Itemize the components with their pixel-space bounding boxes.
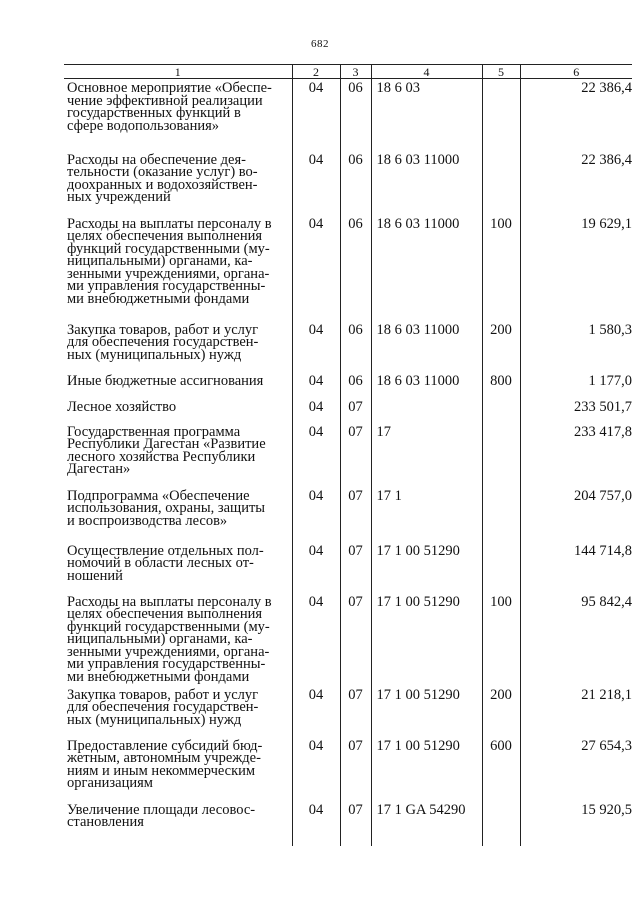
table-row [64, 398, 632, 423]
row-amount: 19 629,1 [520, 215, 632, 321]
row-expense-type: 100 [482, 593, 520, 686]
row-name: Закупка товаров, работ и услуг для обеспечения государствен- ных (муниципальных) нужд [67, 321, 259, 363]
header-row [64, 65, 632, 79]
row-expense-type [482, 423, 520, 487]
row-amount: 1 580,3 [520, 321, 632, 372]
row-expense-type [482, 542, 520, 593]
row-target-article: 18 6 03 11000 [371, 215, 482, 321]
row-amount: 144 714,8 [520, 542, 632, 593]
page-number: 682 [311, 38, 329, 50]
row-subsection: 07 [340, 686, 371, 737]
row-expense-type [482, 151, 520, 215]
row-target-article: 17 1 [371, 487, 482, 542]
table-row [64, 737, 632, 801]
row-expense-type [482, 398, 520, 423]
row-section: 04 [292, 79, 340, 151]
row-subsection: 06 [340, 321, 371, 372]
row-name: Осуществление отдельных пол- номочий в области лесных от- ношений [67, 542, 264, 584]
row-target-article: 17 1 GA 54290 [371, 801, 482, 846]
row-section: 04 [292, 321, 340, 372]
header-col-1: 1 [64, 65, 292, 79]
table-row [64, 801, 632, 846]
row-subsection: 07 [340, 737, 371, 801]
table-row [64, 151, 632, 215]
table-row [64, 593, 632, 686]
row-subsection: 07 [340, 593, 371, 686]
header-col-4: 4 [371, 65, 482, 79]
row-expense-type: 800 [482, 372, 520, 398]
table-row [64, 321, 632, 372]
row-target-article: 17 1 00 51290 [371, 593, 482, 686]
row-name: Подпрограмма «Обеспечение использования, охраны, защиты и воспроизводства лесов» [67, 487, 266, 529]
row-name: Закупка товаров, работ и услуг для обеспечения государствен- ных (муниципальных) нужд [67, 686, 259, 728]
header-col-5: 5 [482, 65, 520, 79]
row-section: 04 [292, 487, 340, 542]
row-expense-type [482, 801, 520, 846]
row-section: 04 [292, 542, 340, 593]
row-expense-type: 100 [482, 215, 520, 321]
table-row [64, 686, 632, 737]
row-name: Государственная программа Республики Дагестан «Развитие лесного хозяйства Республики Дагестан» [67, 423, 266, 478]
row-subsection: 07 [340, 423, 371, 487]
row-section: 04 [292, 423, 340, 487]
row-amount: 95 842,4 [520, 593, 632, 686]
header-col-6: 6 [520, 65, 632, 79]
row-section: 04 [292, 151, 340, 215]
row-name: Расходы на выплаты персоналу в целях обеспечения выполнения функций государственными (му- ниципальными) органами, ка- зенными учреждениями, органа- ми управления государственны- ми внебюджетными фондами [67, 593, 272, 686]
table-row [64, 423, 632, 487]
row-section: 04 [292, 686, 340, 737]
row-name: Увеличение площади лесовос- становления [67, 801, 256, 831]
row-amount: 27 654,3 [520, 737, 632, 801]
table-body [64, 79, 632, 846]
row-amount: 22 386,4 [520, 79, 632, 151]
row-name: Иные бюджетные ассигнования [67, 372, 264, 389]
row-target-article: 18 6 03 [371, 79, 482, 151]
row-amount: 233 501,7 [520, 398, 632, 423]
header-col-3: 3 [340, 65, 371, 79]
row-section: 04 [292, 398, 340, 423]
row-name: Расходы на обеспечение дея- тельности (оказание услуг) во- доохранных и водохозяйствен- ных учреждений [67, 151, 258, 206]
row-expense-type: 200 [482, 686, 520, 737]
row-expense-type [482, 487, 520, 542]
budget-table [64, 64, 632, 846]
row-subsection: 07 [340, 487, 371, 542]
row-target-article: 18 6 03 11000 [371, 372, 482, 398]
row-target-article: 17 1 00 51290 [371, 737, 482, 801]
row-amount: 15 920,5 [520, 801, 632, 846]
row-amount: 21 218,1 [520, 686, 632, 737]
row-target-article: 18 6 03 11000 [371, 321, 482, 372]
row-target-article: 17 [371, 423, 482, 487]
row-amount: 22 386,4 [520, 151, 632, 215]
row-section: 04 [292, 801, 340, 846]
row-target-article: 17 1 00 51290 [371, 686, 482, 737]
table-row [64, 79, 632, 151]
row-amount: 204 757,0 [520, 487, 632, 542]
row-section: 04 [292, 593, 340, 686]
row-name: Расходы на выплаты персоналу в целях обеспечения выполнения функций государственными (му- ниципальными) органами, ка- зенными учреждениями, органа- ми управления государственны- ми внебюджетными фондами [67, 215, 272, 308]
table-row [64, 542, 632, 593]
row-target-article: 17 1 00 51290 [371, 542, 482, 593]
row-expense-type [482, 79, 520, 151]
row-section: 04 [292, 737, 340, 801]
row-expense-type: 600 [482, 737, 520, 801]
row-subsection: 07 [340, 542, 371, 593]
row-subsection: 06 [340, 372, 371, 398]
table-row [64, 215, 632, 321]
row-amount: 233 417,8 [520, 423, 632, 487]
row-subsection: 06 [340, 79, 371, 151]
row-target-article: 18 6 03 11000 [371, 151, 482, 215]
row-name: Предоставление субсидий бюд- жетным, автономным учрежде- ниям и иным некоммерческим организациям [67, 737, 263, 792]
row-section: 04 [292, 372, 340, 398]
table-row [64, 487, 632, 542]
row-subsection: 07 [340, 801, 371, 846]
row-subsection: 07 [340, 398, 371, 423]
row-target-article [371, 398, 482, 423]
row-name: Лесное хозяйство [67, 398, 177, 415]
table-row [64, 372, 632, 398]
row-expense-type: 200 [482, 321, 520, 372]
row-amount: 1 177,0 [520, 372, 632, 398]
header-col-2: 2 [292, 65, 340, 79]
row-subsection: 06 [340, 151, 371, 215]
row-section: 04 [292, 215, 340, 321]
row-name: Основное мероприятие «Обеспе- чение эффективной реализации государственных функций в сфере водопользования» [67, 80, 272, 134]
row-subsection: 06 [340, 215, 371, 321]
